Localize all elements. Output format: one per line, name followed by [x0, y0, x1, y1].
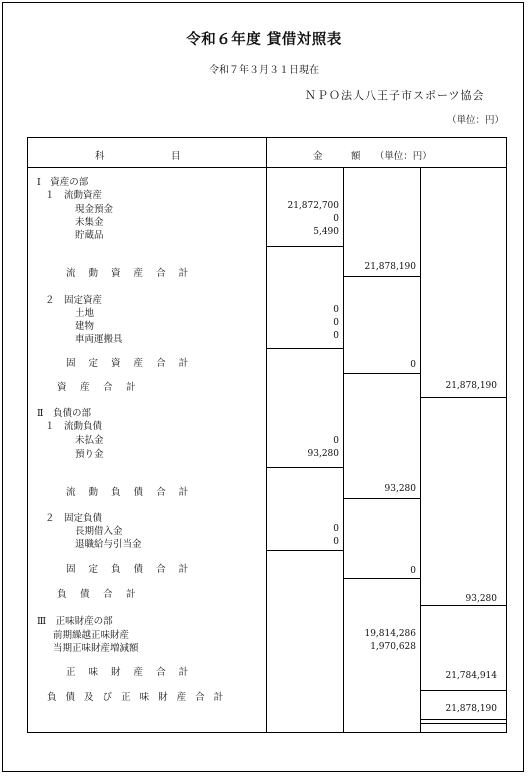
item-value: 21,872,700	[287, 201, 339, 211]
grand-total-label: 負 債 及 び 正 味 財 産 合 計	[47, 692, 227, 703]
assets-total-label: 資 産 合 計	[57, 382, 138, 393]
rule	[343, 276, 420, 277]
current-liabilities-total-value: 93,280	[384, 484, 416, 494]
current-liabilities-total-label: 流 動 負 債 合 計	[66, 487, 194, 498]
grand-total-value: 21,878,190	[445, 704, 497, 714]
header-item: 科 目	[95, 151, 181, 162]
item-value: 0	[333, 537, 339, 547]
item-value: 0	[333, 305, 339, 315]
item-value: 0	[333, 214, 339, 224]
net-assets-total-value: 21,784,914	[445, 671, 497, 681]
header-divider	[27, 167, 507, 168]
rule	[266, 246, 343, 247]
item-label: 退職給与引当金	[75, 539, 142, 550]
current-assets-heading: １ 流動資産	[45, 190, 103, 201]
fixed-liabilities-heading: ２ 固定負債	[45, 513, 103, 524]
report-date: 令和７年３月３１日現在	[209, 65, 319, 76]
item-label: 当期正味財産増減額	[53, 643, 139, 654]
item-label: 預り金	[75, 449, 104, 460]
liabilities-total-value: 93,280	[465, 594, 497, 604]
rule	[420, 690, 507, 691]
liabilities-total-label: 負 債 合 計	[57, 589, 138, 600]
document-title: 令和６年度 貸借対照表	[186, 32, 342, 48]
item-label: 未払金	[75, 435, 104, 446]
item-value: 0	[333, 524, 339, 534]
item-value: 0	[333, 436, 339, 446]
unit-note: （単位：円）	[447, 115, 505, 126]
item-value: 93,280	[307, 449, 339, 459]
rule	[343, 578, 420, 579]
rule	[266, 550, 343, 551]
rule	[420, 723, 507, 724]
rule	[420, 397, 507, 398]
item-label: 長期借入金	[75, 526, 123, 537]
item-label: 土地	[75, 308, 95, 319]
fixed-assets-heading: ２ 固定資産	[45, 295, 103, 306]
item-label: 未集金	[75, 217, 104, 228]
assets-section: Ⅰ 資産の部	[37, 177, 89, 188]
assets-total-value: 21,878,190	[445, 381, 497, 391]
fixed-assets-total-value: 0	[410, 360, 416, 370]
item-value: 0	[333, 331, 339, 341]
rule	[266, 348, 343, 349]
liabilities-section: Ⅱ 負債の部	[37, 408, 91, 419]
organization-name: ＮＰＯ法人八王子市スポーツ協会	[305, 89, 485, 102]
item-value: 0	[333, 318, 339, 328]
current-assets-total-value: 21,878,190	[364, 262, 416, 272]
net-assets-total-label: 正 味 財 産 合 計	[66, 667, 194, 678]
rule	[420, 605, 507, 606]
header-amount: 金 額 （単位：円）	[313, 151, 432, 162]
rule	[420, 719, 507, 720]
item-label: 車両運搬具	[75, 334, 123, 345]
fixed-assets-total-label: 固 定 資 産 合 計	[66, 358, 194, 369]
item-value: 19,814,286	[364, 629, 416, 639]
current-liabilities-heading: １ 流動負債	[45, 421, 103, 432]
fixed-liabilities-total-label: 固 定 負 債 合 計	[66, 564, 194, 575]
item-label: 現金預金	[75, 204, 114, 215]
current-assets-total-label: 流 動 資 産 合 計	[66, 268, 194, 279]
item-value: 1,970,628	[370, 642, 416, 652]
item-value: 5,490	[313, 227, 339, 237]
rule	[266, 467, 343, 468]
net-assets-section: Ⅲ 正味財産の部	[37, 616, 113, 627]
fixed-liabilities-total-value: 0	[410, 566, 416, 576]
item-label: 建物	[75, 321, 95, 332]
rule	[343, 498, 420, 499]
column-divider-3	[420, 167, 421, 733]
rule	[343, 373, 420, 374]
item-label: 前期繰越正味財産	[53, 630, 130, 641]
item-label: 貯蔵品	[75, 230, 104, 241]
